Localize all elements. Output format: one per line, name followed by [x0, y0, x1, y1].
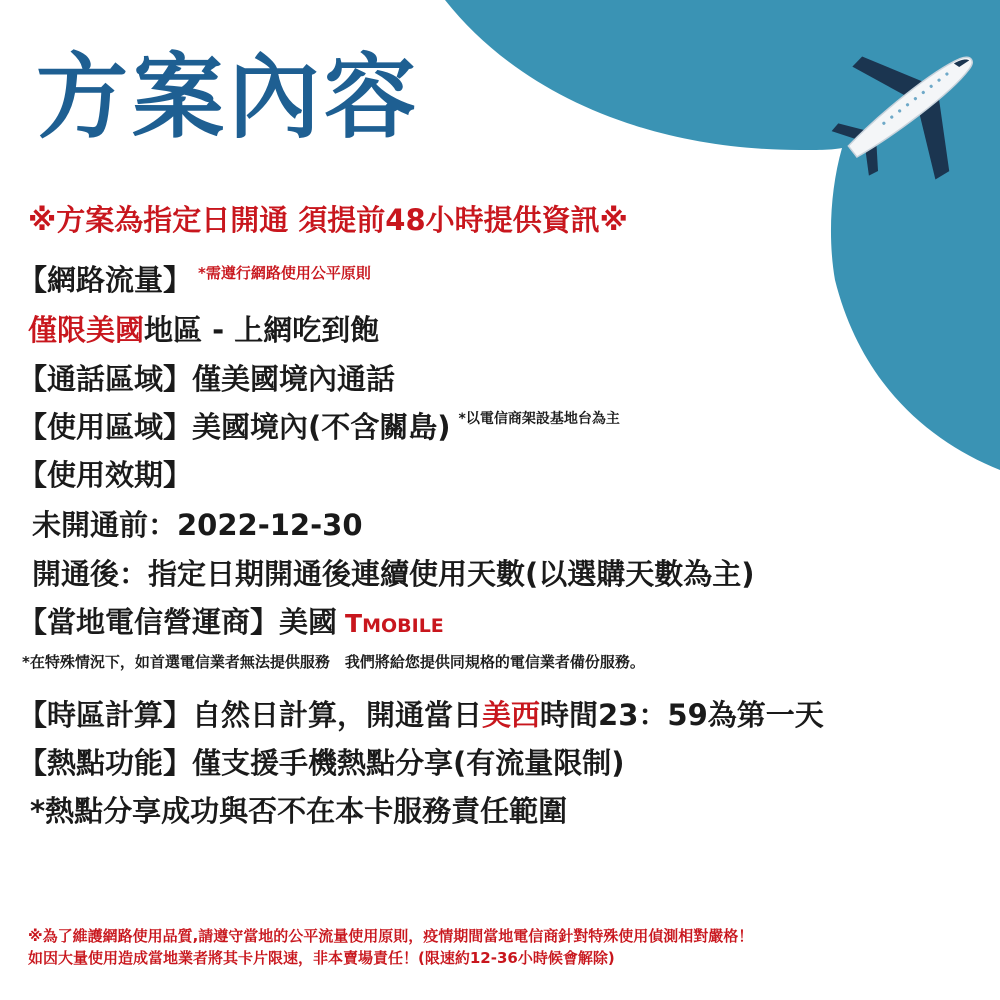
data-scope-highlight: 僅限美國 [28, 313, 145, 347]
activation-notice: ※方案為指定日開通 須提前48小時提供資訊※ [28, 203, 628, 237]
hotspot-row [18, 746, 625, 781]
carrier-country: 美國 [279, 605, 338, 639]
timezone-pre: 自然日計算，開通當日 [192, 698, 483, 732]
after-activation-row: 開通後：指定日期開通後連續使用天數(以選購天數為主) [32, 557, 755, 591]
page-title: 方案內容 [36, 44, 421, 151]
base-station-note: *以電信商架設基地台為主 [458, 411, 620, 427]
usage-area-label: 【使用區域】 [18, 410, 193, 444]
hotspot-label: 【熱點功能】 [18, 746, 193, 780]
data-traffic-label: 【網路流量】 [18, 263, 193, 297]
backup-service-note: *在特殊情況下，如首選電信業者無法提供服務 我們將給您提供同規格的電信業者備份服務。 [22, 653, 645, 671]
call-area-value: 僅美國境內通話 [192, 362, 396, 396]
call-area-label: 【通話區域】 [18, 362, 193, 396]
validity-row [18, 458, 192, 493]
carrier-row [18, 605, 444, 640]
data-traffic-row [18, 263, 371, 298]
call-area-row [18, 362, 395, 397]
usage-area-value: 美國境內(不含關島) [192, 410, 451, 444]
carrier-brand-initial: T [345, 609, 363, 638]
fair-use-note: *需遵行網路使用公平原則 [198, 264, 371, 282]
timezone-row [18, 698, 824, 733]
data-scope-row [28, 313, 379, 348]
fair-use-warning [28, 926, 988, 970]
validity-label: 【使用效期】 [18, 458, 193, 492]
timezone-label: 【時區計算】 [18, 698, 193, 732]
usage-area-row [18, 410, 620, 445]
fair-use-warning-line2: 如因大量使用造成當地業者將其卡片限速，非本賣場責任！(限速約12-36小時候會解除) [28, 948, 615, 967]
carrier-brand-rest: MOBILE [362, 615, 444, 637]
carrier-label: 【當地電信營運商】 [18, 605, 280, 639]
hotspot-value: 僅支援手機熱點分享(有流量限制) [192, 746, 625, 780]
timezone-post: 時間23：59為第一天 [540, 698, 824, 732]
hotspot-note: *熱點分享成功與否不在本卡服務責任範圍 [30, 794, 568, 828]
timezone-highlight: 美西 [482, 698, 541, 732]
data-scope-text: 地區 - 上網吃到飽 [144, 313, 380, 347]
fair-use-warning-line1: ※為了維護網路使用品質,請遵守當地的公平流量使用原則，疫情期間當地電信商針對特殊使用偵測相對嚴格！ [28, 927, 754, 945]
before-activation-row: 未開通前：2022-12-30 [32, 508, 363, 542]
